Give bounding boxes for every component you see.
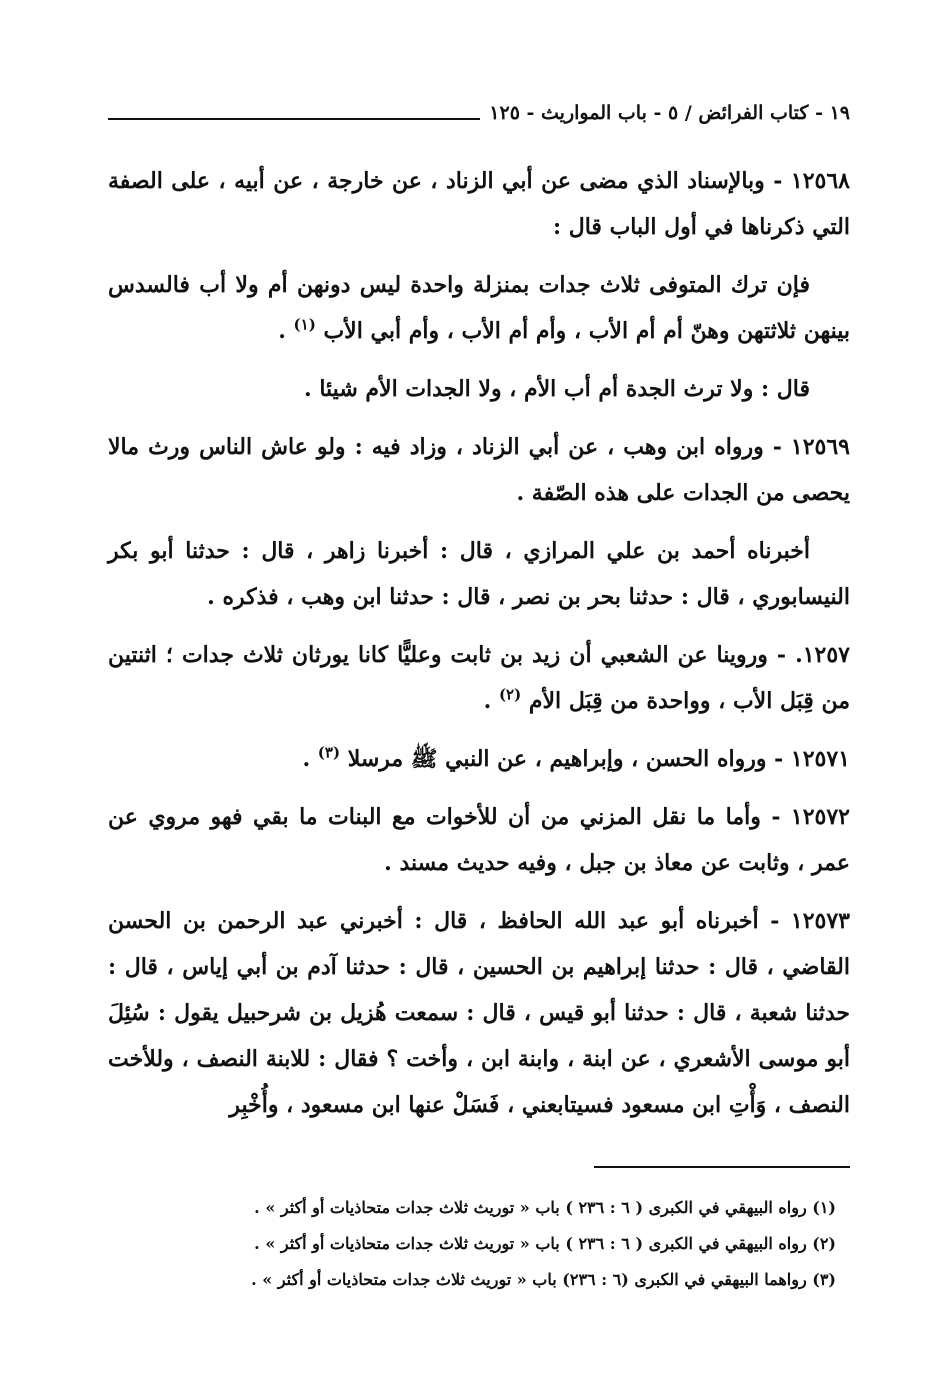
paragraph-12569	[108, 424, 850, 516]
paragraph-text: ١٢٥٧٢ - وأما ما نقل المزني من أن للأخوات مع البنات ما بقي فهو مروي عن عمر ، وثابت عن معاذ بن جبل ، وفيه حديث مسند .	[108, 804, 850, 876]
footnote-ref-1: (١)	[293, 315, 316, 334]
footnote-1: (١) رواه البيهقي في الكبرى ( ٦ : ٢٣٦ ) باب « توريث ثلاث جدات متحاذيات أو أكثر » .	[254, 1198, 836, 1217]
paragraph-text: قال : ولا ترث الجدة أم أب الأم ، ولا الجدات الأم شيئا .	[304, 376, 810, 402]
footnote-ref-2: (٢)	[498, 685, 522, 704]
paragraph-12572	[108, 794, 850, 886]
paragraph-text: ١٢٥٧١ - ورواه الحسن ، وإبراهيم ، عن النبي ﷺ مرسلا	[347, 746, 850, 772]
footnote-ref-3: (٣)	[317, 743, 341, 762]
paragraph-text: ١٢٥٦٩ - ورواه ابن وهب ، عن أبي الزناد ، وزاد فيه : ولو عاش الناس ورث مالا يحصى من الجدات على هذه الصّفة .	[108, 434, 850, 506]
paragraph-text: أخبرناه أحمد بن علي المرازي ، قال : أخبرنا زاهر ، قال : حدثنا أبو بكر النيسابوري ، قال : حدثنا بحر بن نصر ، قال : حدثنا ابن وهب ، فذكره .	[108, 538, 850, 610]
footnote-2: (٢) رواه البيهقي في الكبرى ( ٦ : ٢٣٦ ) باب « توريث ثلاث جدات متحاذيات أو أكثر » .	[254, 1234, 836, 1253]
paragraph-quote	[108, 262, 850, 354]
main-text	[108, 158, 850, 1140]
paragraph-12573	[108, 898, 850, 1128]
footnote-separator	[594, 1166, 850, 1168]
paragraph-end: .	[302, 746, 318, 772]
header-rule	[108, 118, 480, 120]
paragraph-isnad	[108, 528, 850, 620]
paragraph-end: .	[278, 318, 294, 344]
paragraph-text: فإن ترك المتوفى ثلاث جدات بمنزلة واحدة ليس دونهن أم ولا أب فالسدس بينهن ثلاثتهن وهنّ أم أم الأب ، وأم أم الأب ، وأم أبي الأب	[108, 272, 850, 344]
paragraph-12570	[108, 632, 850, 724]
paragraph-text: ١٢٥٧. - وروينا عن الشعبي أن زيد بن ثابت وعليًّا كانا يورثان ثلاث جدات ؛ اثنتين من قِبَل الأب ، وواحدة من قِبَل الأم	[108, 642, 850, 714]
running-title: ١٩ - كتاب الفرائض / ٥ - باب المواريث - ١٢٥	[489, 102, 850, 124]
paragraph-12568	[108, 158, 850, 250]
footnotes	[108, 1190, 850, 1298]
paragraph-12571	[108, 736, 850, 782]
running-header	[108, 98, 850, 142]
paragraph-qala	[108, 366, 850, 412]
paragraph-text: ١٢٥٦٨ - وبالإسناد الذي مضى عن أبي الزناد ، عن خارجة ، عن أبيه ، على الصفة التي ذكرناها في أول الباب قال :	[108, 168, 850, 240]
paragraph-end: .	[483, 688, 499, 714]
paragraph-text: ١٢٥٧٣ - أخبرناه أبو عبد الله الحافظ ، قال : أخبرني عبد الرحمن بن الحسن القاضي ، قال : حدثنا إبراهيم بن الحسين ، قال : حدثنا آدم بن أبي إياس ، قال : حدثنا شعبة ، قال : حدثنا أبو قيس ، قال : سمعت هُزيل بن شرحبيل يقول : سُئِلَ أبو موسى الأشعري ، عن ابنة ، وابنة ابن ، وأخت ؟ فقال : للابنة النصف ، وللأخت النصف ، وَأْتِ ابن مسعود فسيتابعني ، فَسَلْ عنها ابن مسعود ، وأُخْبِر	[108, 908, 850, 1118]
footnote-3: (٣) رواهما البيهقي في الكبرى (٦ : ٢٣٦) باب « توريث ثلاث جدات متحاذيات أو أكثر » .	[251, 1270, 836, 1289]
